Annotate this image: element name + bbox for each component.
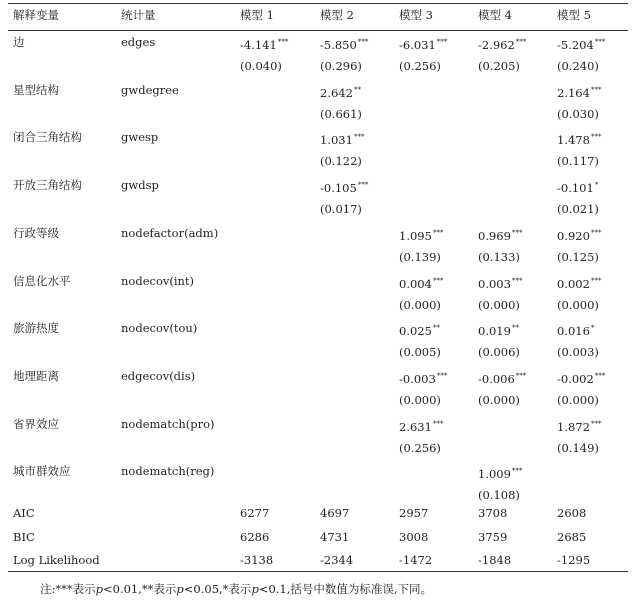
coefficient-value: 1.031 [320, 133, 353, 148]
fit-statistic-value: 3759 [478, 530, 508, 544]
header-model-2: 模型 2 [320, 8, 354, 22]
variable-name: 边 [13, 35, 25, 49]
variable-name: 城市群效应 [13, 464, 71, 479]
standard-error: (0.139) [399, 249, 441, 264]
fit-statistic-value: -1295 [557, 553, 591, 567]
significance-stars: *** [590, 133, 602, 142]
significance-stars: *** [590, 228, 602, 237]
significance-stars: *** [277, 38, 289, 46]
fit-statistic-value: -1472 [399, 553, 433, 567]
fit-statistic-value: 6277 [240, 506, 270, 520]
fit-statistic-value: -3138 [240, 553, 274, 567]
significance-stars: *** [515, 371, 527, 380]
variable-name: 省界效应 [13, 416, 59, 431]
coefficient-value: 1.095 [399, 228, 432, 243]
standard-error: (0.125) [557, 249, 599, 264]
statistic-name: edges [121, 35, 156, 49]
coefficient-value: 0.002 [557, 276, 590, 291]
significance-stars: *** [511, 276, 523, 285]
coefficient-cell [478, 464, 522, 481]
significance-stars: ** [432, 324, 440, 333]
coefficient-cell [557, 321, 594, 338]
header-model-1: 模型 1 [240, 8, 274, 22]
coefficient-value: 2.164 [557, 85, 590, 100]
note-text-3: <0.1,括号中数值为标准误,下同。 [258, 582, 433, 596]
standard-error: (0.240) [557, 59, 599, 73]
significance-stars: *** [353, 133, 365, 142]
statistic-name: gwdsp [121, 178, 159, 193]
coefficient-value: -4.141 [240, 38, 277, 52]
fit-statistic-value: -2344 [320, 553, 354, 567]
statistic-name: gwdegree [121, 82, 179, 97]
header-variable: 解释变量 [13, 8, 59, 22]
statistic-name: nodematch(pro) [121, 416, 215, 431]
significance-stars: *** [432, 276, 444, 285]
standard-error: (0.021) [557, 202, 599, 217]
table-top-rule [8, 3, 628, 4]
variable-name: 闭合三角结构 [13, 130, 82, 145]
standard-error: (0.000) [557, 392, 599, 407]
significance-stars: *** [515, 38, 527, 46]
coefficient-value: 0.003 [478, 276, 511, 291]
statistic-name: nodematch(reg) [121, 464, 215, 479]
standard-error: (0.006) [478, 345, 520, 360]
coefficient-value: -0.105 [320, 181, 357, 196]
significance-stars: *** [357, 38, 369, 46]
table-header-rule [8, 30, 628, 31]
coefficient-cell [320, 83, 361, 100]
coefficient-cell [478, 321, 519, 338]
standard-error: (0.122) [320, 154, 362, 169]
coefficient-cell [478, 274, 522, 291]
fit-statistic-value: 4731 [320, 530, 350, 544]
standard-error: (0.149) [557, 440, 599, 455]
note-p-symbol: p [251, 582, 259, 596]
coefficient-cell [557, 178, 598, 195]
standard-error: (0.117) [557, 154, 599, 169]
standard-error: (0.205) [478, 59, 520, 73]
variable-name: 行政等级 [13, 225, 59, 240]
variable-name: 开放三角结构 [13, 178, 82, 193]
significance-stars: *** [436, 38, 448, 46]
coefficient-value: -2.962 [478, 38, 515, 52]
header-model-5: 模型 5 [557, 8, 591, 22]
coefficient-value: -5.204 [557, 38, 594, 52]
coefficient-cell [557, 417, 601, 434]
coefficient-value: 0.016 [557, 324, 590, 339]
coefficient-cell [557, 369, 605, 386]
coefficient-value: -0.006 [478, 371, 515, 386]
coefficient-cell [399, 321, 440, 338]
statistic-name: edgecov(dis) [121, 368, 196, 383]
coefficient-value: 1.478 [557, 133, 590, 148]
standard-error: (0.133) [478, 249, 520, 264]
coefficient-cell [557, 35, 605, 52]
coefficient-cell [399, 35, 447, 52]
significance-stars: *** [511, 467, 523, 476]
statistic-name: nodefactor(adm) [121, 225, 219, 240]
note-p-symbol: p [176, 582, 184, 596]
standard-error: (0.030) [557, 106, 599, 121]
standard-error: (0.000) [399, 297, 441, 312]
coefficient-cell [240, 35, 288, 52]
fit-statistic-value: 2608 [557, 506, 587, 520]
significance-stars: *** [511, 228, 523, 237]
coefficient-value: 0.019 [478, 324, 511, 339]
note-text-1: <0.01,**表示 [103, 582, 177, 596]
coefficient-value: 2.631 [399, 419, 432, 434]
coefficient-cell [320, 178, 368, 195]
statistic-name: nodecov(int) [121, 273, 195, 288]
coefficient-cell [478, 369, 526, 386]
standard-error: (0.000) [478, 392, 520, 407]
coefficient-cell [478, 226, 522, 243]
variable-name: 地理距离 [13, 368, 59, 383]
standard-error: (0.000) [557, 297, 599, 312]
statistic-name: nodecov(tou) [121, 321, 198, 336]
fit-statistic-value: 4697 [320, 506, 350, 520]
coefficient-cell [399, 274, 443, 291]
standard-error: (0.000) [478, 297, 520, 312]
coefficient-value: -0.101 [557, 181, 594, 196]
significance-stars: *** [357, 181, 369, 190]
standard-error: (0.256) [399, 59, 441, 73]
fit-statistic-value: -1848 [478, 553, 512, 567]
standard-error: (0.005) [399, 345, 441, 360]
significance-stars: *** [594, 371, 606, 380]
note-p-symbol: p [95, 582, 103, 596]
coefficient-value: -0.003 [399, 371, 436, 386]
coefficient-cell [557, 83, 601, 100]
coefficient-value: 1.009 [478, 467, 511, 482]
fit-statistic-label: BIC [13, 530, 35, 544]
coefficient-value: 0.969 [478, 228, 511, 243]
significance-stars: *** [432, 419, 444, 428]
note-prefix: 注:***表示 [40, 582, 96, 596]
standard-error: (0.040) [240, 59, 282, 73]
variable-name: 星型结构 [13, 82, 59, 97]
coefficient-value: 0.920 [557, 228, 590, 243]
variable-name: 旅游热度 [13, 321, 59, 336]
significance-stars: *** [594, 38, 606, 46]
significance-stars: *** [436, 371, 448, 380]
coefficient-cell [320, 130, 364, 147]
header-model-4: 模型 4 [478, 8, 512, 22]
fit-statistic-label: AIC [13, 506, 35, 520]
note-text-2: <0.05,*表示 [183, 582, 252, 596]
coefficient-cell [320, 35, 368, 52]
significance-stars: ** [353, 85, 361, 94]
coefficient-cell [557, 274, 601, 291]
header-model-3: 模型 3 [399, 8, 433, 22]
fit-statistic-value: 6286 [240, 530, 270, 544]
significance-stars: * [594, 181, 599, 190]
coefficient-cell [478, 35, 526, 52]
significance-stars: * [590, 324, 595, 333]
coefficient-value: 1.872 [557, 419, 590, 434]
variable-name: 信息化水平 [13, 273, 71, 288]
fit-statistic-label: Log Likelihood [13, 553, 100, 567]
fit-statistic-value: 2685 [557, 530, 587, 544]
coefficient-value: 0.025 [399, 324, 432, 339]
fit-statistic-value: 3708 [478, 506, 508, 520]
standard-error: (0.017) [320, 202, 362, 217]
significance-stars: *** [432, 228, 444, 237]
standard-error: (0.003) [557, 345, 599, 360]
coefficient-cell [557, 226, 601, 243]
coefficient-cell [399, 417, 443, 434]
significance-stars: ** [511, 324, 519, 333]
table-footnote [40, 581, 432, 597]
standard-error: (0.296) [320, 59, 362, 73]
coefficient-cell [399, 226, 443, 243]
statistic-name: gwesp [121, 130, 159, 145]
standard-error: (0.661) [320, 106, 362, 121]
standard-error: (0.108) [478, 488, 520, 503]
coefficient-cell [399, 369, 447, 386]
table-bottom-rule [8, 571, 628, 572]
coefficient-value: 0.004 [399, 276, 432, 291]
fit-statistic-value: 2957 [399, 506, 429, 520]
significance-stars: *** [590, 276, 602, 285]
significance-stars: *** [590, 85, 602, 94]
fit-statistic-value: 3008 [399, 530, 429, 544]
coefficient-value: -5.850 [320, 38, 357, 52]
significance-stars: *** [590, 419, 602, 428]
coefficient-value: -0.002 [557, 371, 594, 386]
header-statistic: 统计量 [121, 8, 156, 22]
standard-error: (0.000) [399, 392, 441, 407]
coefficient-cell [557, 130, 601, 147]
coefficient-value: 2.642 [320, 85, 353, 100]
standard-error: (0.256) [399, 440, 441, 455]
coefficient-value: -6.031 [399, 38, 436, 52]
